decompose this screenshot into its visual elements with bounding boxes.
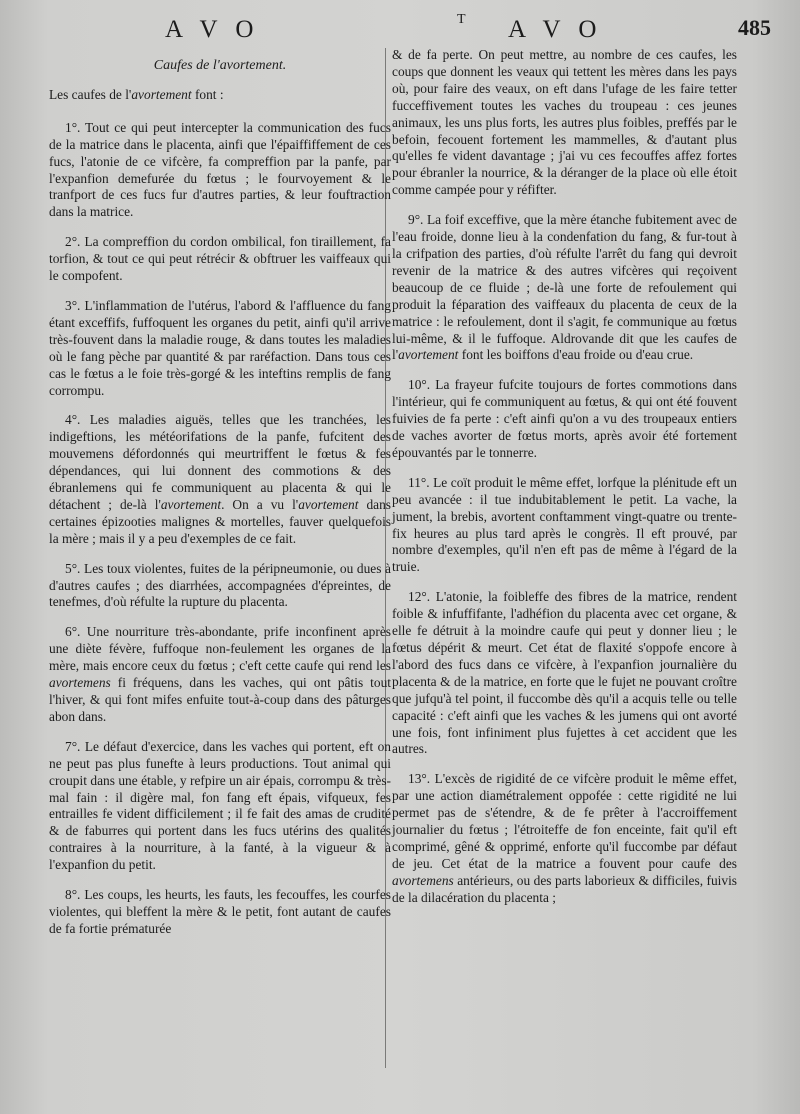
paragraph-1: 1°. Tout ce qui peut intercepter la communication des fucs de la matrice dans le placenta, ainfi que l'épaiffiffement de ces fucs, l'atonie de ce vifcère, fa compreffion par la panfe, par l'expanfion demefurée du fœtus ; le fourvoyement & le tranfport de ces fucs fur d'autres parties, & leur fouftraction dans la matrice. bbox=[49, 119, 391, 220]
running-head-left: A V O bbox=[165, 16, 260, 43]
paragraph-5: 5°. Les toux violentes, fuites de la péripneumonie, ou dues à d'autres caufes ; des diarrhées, accompagnées d'épreintes, de tenefmes, d'où réfulte la rupture du placenta. bbox=[49, 560, 391, 610]
paragraph-11: 11°. Le coït produit le même effet, lorfque la plénitude eft un peu avancée : il tue indubitablement le petit. La vache, la jument, la brebis, avortent conftamment vingt-quatre ou trente-fix heures au plus tard après le congrès. Il eft prouvé, par nombre d'exemples, qu'il n'en eft pas de même à l'égard de la truie. bbox=[392, 474, 737, 575]
paragraph-12: 12°. L'atonie, la foibleffe des fibres de la matrice, rendent foible & infuffifante, l'adhéfion du placenta avec cet organe, & elle fe détruit à la moindre caufe qui peut y donner lieu ; le fœtus dépérit & meurt. Cet état de flaxité s'oppofe encore à l'abord des fucs dans ce vifcère, à l'expanfion journalière du placenta & de la matrice, en forte que le fujet ne pouvant croître que jufqu'à tel point, il fuccombe dès qu'il a acquis telle ou telle capacité : c'eft ainfi que les vaches & les jumens qui ont avorté une fois, font infiniment plus fujettes à cet accident que les autres. bbox=[392, 589, 737, 757]
paragraph-2: 2°. La compreffion du cordon ombilical, fon tiraillement, fa torfion, & tout ce qui peut rétrécir & obftruer les vaiffeaux qui le compofent. bbox=[49, 234, 391, 284]
heading-word: Caufes bbox=[153, 58, 193, 73]
p4-term: avortement bbox=[160, 496, 222, 512]
paragraph-10: 10°. La frayeur fufcite toujours de fortes commotions dans l'intérieur, qui fe communiquent au fœtus, & qui ont été fouvent fuivies de fa perte : c'eft ainfi qu'on a vu des troupeaux entiers de vaches avorter de fœtus morts, après avoir été fortement épouvantés par le tonnerre. bbox=[392, 377, 737, 460]
intro-term: avortement bbox=[131, 86, 192, 102]
p6-text: 6°. Une nourriture très-abondante, prife inconfinent après une diète févère, fuffoque non-feulement les organes de la mère, mais encore ceux du fœtus ; c'eft cette caufe qui rend les bbox=[49, 624, 391, 674]
p13-term: avortemens bbox=[392, 872, 454, 888]
p4-term: avortement bbox=[298, 496, 359, 512]
paragraph-3: 3°. L'inflammation de l'utérus, l'abord & l'affluence du fang étant exceffifs, fuffoquent les organes du petit, ainfi qu'il arrive très-fouvent dans la maladie rouge, & dans toutes les maladies où le fang pèche par quantité & par raréfaction. Dans tous ces cas le fœtus a le foie très-gorgé & les inteftins remplis de fang corrompu. bbox=[49, 297, 391, 398]
paragraph-7: 7°. Le défaut d'exercice, dans les vaches qui portent, eft on ne peut pas plus funefte à leurs productions. Tout animal qui croupit dans une étable, y refpire un air épais, corrompu & très-mal fain : il digère mal, fon fang eft épais, vifqueux, fes entrailles fe vident difficilement ; il fe fait des amas de crudité & de faburres qui portent dans les fucs utérins des qualités contraires à la nourriture, à la fanté, à la vigueur & à l'expanfion du petit. bbox=[49, 738, 391, 873]
p6-term: avortemens bbox=[49, 675, 111, 691]
running-head-right: A V O bbox=[508, 16, 603, 43]
page-number: 485 bbox=[738, 15, 771, 40]
intro-tail: font : bbox=[191, 86, 224, 102]
paragraph-8-continued: & de fa perte. On peut mettre, au nombre de ces caufes, les coups que donnent les veaux qui tettent les mères dans les pays où, pour faire des veaux, on eft dans l'ufage de les faire tetter fucceffivement toutes les vaches du troupeau : ces jeunes animaux, les uns plus forts, les autres plus foibles, preffés par le befoin, fecouent fortement les mammelles, & d'autant plus qu'elles fe vident davantage ; j'ai vu ces fecouffes affez fortes pour ébranler la nourrice, & la déranger de la place où elle étoit comme campée pour y réfifter. bbox=[392, 47, 737, 198]
header-mark: T bbox=[457, 12, 466, 27]
paragraph-13 bbox=[392, 771, 737, 906]
section-heading bbox=[49, 58, 391, 75]
heading-term: l'avortement. bbox=[212, 58, 287, 73]
left-column bbox=[49, 58, 391, 951]
p9-text: 9°. La foif exceffive, que la mère étanche fubitement avec de l'eau froide, donne lieu à la condenfation du fang, & fur-tout à la crifpation des parties, d'où réfulte l'arrêt du fang qui devroit revenir de la matrice & des autres vifcères qui reçoivent beaucoup de ce fluide ; de-là une forte de refoulement qui produit la féparation des vaiffeaux du placenta de ceux de la matrice : le refoulement, dont il s'agit, fe communique au fœtus lui-même, & il le fuffoque. Aldrovande dit que les caufes de l' bbox=[392, 212, 737, 363]
paragraph-8: 8°. Les coups, les heurts, les fauts, les fecouffes, les courfes violentes, qui bleffent la mère & le petit, font autant de caufes de fa fortie prématurée bbox=[49, 887, 391, 936]
paragraph-9 bbox=[392, 212, 737, 364]
p6-text: fi fréquens, dans les vaches, qui ont pâtis tout l'hiver, & qui font mifes enfuite tout-à-coup dans des pâturges abon dans. bbox=[49, 675, 391, 724]
p13-text: 13°. L'excès de rigidité de ce vifcère produit le même effet, par une action diamétralement oppofée : cette rigidité ne lui permet pas de s'étendre, & de fe prêter à l'accroiffement journalier du fœtus ; l'étroiteffe de fon enceinte, fait qu'il eft comprimé, gêné & opprimé, enforte qu'il fuccombe par défaut de jeu. Cet état de la matrice a fouvent pour caufe des bbox=[392, 771, 737, 871]
p4-text: dans certaines épizooties malignes & mortelles, fauver quelquefois la mère ; mais il y a peu d'exemples de ce fait. bbox=[49, 496, 391, 546]
paragraph-4 bbox=[49, 412, 391, 547]
heading-word: de bbox=[196, 58, 210, 73]
p4-text: 4°. Les maladies aiguës, telles que les tranchées, les indigeftions, les météorifations de la panfe, fufcitent des mouvemens défordonnés qui meurtriffent le fœtus & fes dépendances, qui lui donnent des commotions & des ébranlemens qui fe communiquent au placenta & qui le détachent ; de-là l' bbox=[49, 412, 391, 512]
right-column bbox=[392, 47, 737, 920]
p13-text: antérieurs, ou des parts laborieux & difficiles, fuivis de la dilacération du placenta ; bbox=[392, 872, 737, 905]
paragraph-6 bbox=[49, 624, 391, 725]
p9-text: font les boiffons d'eau froide ou d'eau crue. bbox=[458, 347, 694, 363]
p9-term: avortement bbox=[398, 347, 459, 363]
p4-text: . On a vu l' bbox=[221, 496, 299, 512]
intro-line bbox=[49, 87, 391, 104]
intro-text: Les caufes de l' bbox=[49, 86, 132, 102]
